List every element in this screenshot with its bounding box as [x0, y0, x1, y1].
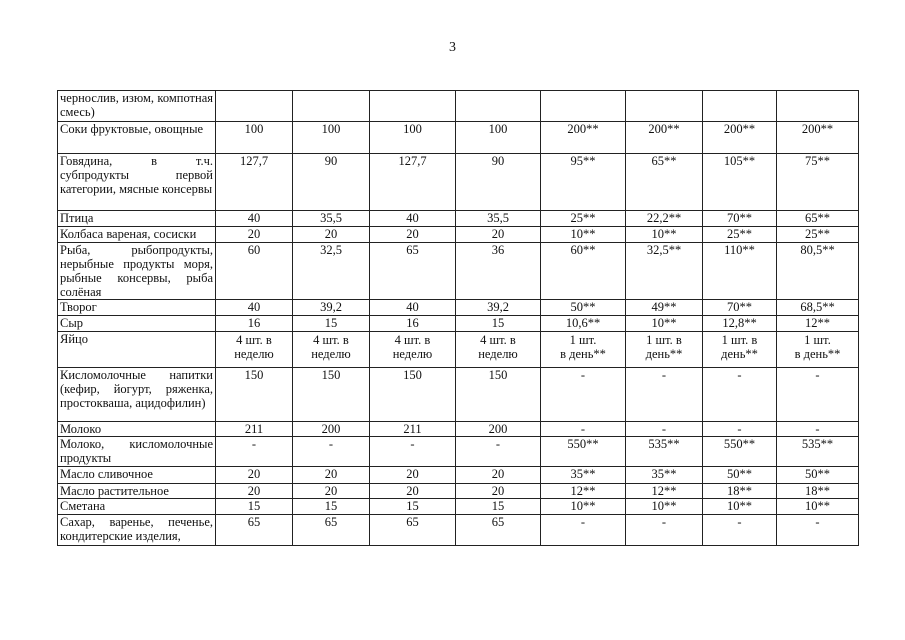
table-cell: 20	[370, 484, 456, 499]
table-cell: 200**	[626, 122, 703, 154]
row-label: Соки фруктовые, овощные	[58, 122, 216, 154]
table-cell: -	[541, 368, 626, 422]
table-cell: -	[456, 437, 541, 467]
table-cell: 90	[456, 154, 541, 211]
table-cell: 50**	[703, 467, 777, 484]
table-cell: 60	[216, 243, 293, 300]
row-label: Сметана	[58, 499, 216, 515]
table-cell: 75**	[777, 154, 859, 211]
table-cell: -	[293, 437, 370, 467]
table-cell: 211	[216, 422, 293, 437]
table-row	[58, 437, 859, 467]
row-label: Молоко, кисломолочные продукты	[58, 437, 216, 467]
table-row	[58, 227, 859, 243]
table-cell: 10**	[541, 227, 626, 243]
row-label: Масло сливочное	[58, 467, 216, 484]
table-cell	[370, 91, 456, 122]
table-cell: 32,5**	[626, 243, 703, 300]
table-cell: 20	[456, 484, 541, 499]
table-cell: 550**	[541, 437, 626, 467]
table-cell: 200	[456, 422, 541, 437]
table-cell: 15	[293, 499, 370, 515]
table-cell: 12**	[541, 484, 626, 499]
table-cell: -	[541, 422, 626, 437]
table-cell: -	[541, 515, 626, 546]
table-cell: 40	[370, 300, 456, 316]
table-row	[58, 484, 859, 499]
row-label: Рыба, рыбопродукты, нерыбные продукты моря, рыбные консервы, рыба солёная	[58, 243, 216, 300]
table-row	[58, 332, 859, 368]
table-cell: 65	[216, 515, 293, 546]
table-cell: 39,2	[293, 300, 370, 316]
table-cell: 12**	[777, 316, 859, 332]
table-cell: 127,7	[216, 154, 293, 211]
table-cell: 18**	[777, 484, 859, 499]
table-cell: 20	[456, 467, 541, 484]
table-cell: 200**	[777, 122, 859, 154]
table-cell: 15	[293, 316, 370, 332]
table-cell: 95**	[541, 154, 626, 211]
table-cell: -	[370, 437, 456, 467]
table-cell: -	[703, 515, 777, 546]
table-cell: 200**	[703, 122, 777, 154]
table-cell: 40	[370, 211, 456, 227]
table-cell: 1 шт. в день**	[541, 332, 626, 368]
table-cell: 40	[216, 300, 293, 316]
table-cell: 12**	[626, 484, 703, 499]
table-cell: 127,7	[370, 154, 456, 211]
table-cell: 12,8**	[703, 316, 777, 332]
table-cell: 15	[216, 499, 293, 515]
table-cell: 100	[216, 122, 293, 154]
table-cell	[216, 91, 293, 122]
table-cell: 10**	[626, 316, 703, 332]
table-row	[58, 300, 859, 316]
table-row	[58, 499, 859, 515]
row-label: Кисломолочные напитки (кефир, йогурт, ряженка, простокваша, ацидофилин)	[58, 368, 216, 422]
table-cell: 20	[370, 227, 456, 243]
table-cell: 150	[456, 368, 541, 422]
table-cell: 40	[216, 211, 293, 227]
table-cell: -	[703, 422, 777, 437]
table-cell: 39,2	[456, 300, 541, 316]
table-cell: 90	[293, 154, 370, 211]
row-label: Сыр	[58, 316, 216, 332]
row-label: Масло растительное	[58, 484, 216, 499]
table-cell: 25**	[703, 227, 777, 243]
table-cell: 18**	[703, 484, 777, 499]
table-cell: 100	[370, 122, 456, 154]
table-cell: -	[703, 368, 777, 422]
table-cell: 35,5	[456, 211, 541, 227]
table-cell: 65	[370, 243, 456, 300]
table-cell: 20	[293, 467, 370, 484]
table-cell: 535**	[777, 437, 859, 467]
table-cell: 65	[370, 515, 456, 546]
table-cell: 32,5	[293, 243, 370, 300]
table-cell: 10**	[541, 499, 626, 515]
table-cell: 22,2**	[626, 211, 703, 227]
table-cell: 150	[216, 368, 293, 422]
table-cell: 25**	[777, 227, 859, 243]
row-label: Творог	[58, 300, 216, 316]
row-label: чернослив, изюм, компотная смесь)	[58, 91, 216, 122]
table-cell: 35**	[626, 467, 703, 484]
table-cell: 105**	[703, 154, 777, 211]
table-cell: 10,6**	[541, 316, 626, 332]
table-cell: 100	[293, 122, 370, 154]
table-cell: 36	[456, 243, 541, 300]
table-cell: 20	[216, 227, 293, 243]
table-cell: 65**	[777, 211, 859, 227]
row-label: Сахар, варенье, печенье, кондитерские изделия,	[58, 515, 216, 546]
table-cell: 110**	[703, 243, 777, 300]
table-cell: 20	[293, 227, 370, 243]
table-cell: 4 шт. в неделю	[370, 332, 456, 368]
table-row	[58, 243, 859, 300]
table-cell: -	[626, 422, 703, 437]
table-cell: -	[777, 368, 859, 422]
table-cell: -	[626, 368, 703, 422]
table-cell: 35,5	[293, 211, 370, 227]
table-cell: 20	[370, 467, 456, 484]
page-number: 3	[449, 40, 456, 55]
row-label: Говядина, в т.ч. субпродукты первой категории, мясные консервы	[58, 154, 216, 211]
food-norms-table	[57, 90, 859, 546]
table-cell	[541, 91, 626, 122]
table-row	[58, 122, 859, 154]
table-cell: 535**	[626, 437, 703, 467]
table-row	[58, 316, 859, 332]
table-body	[58, 91, 859, 546]
table-cell	[777, 91, 859, 122]
table-cell: 10**	[626, 227, 703, 243]
row-label: Молоко	[58, 422, 216, 437]
table-cell: 10**	[626, 499, 703, 515]
row-label: Птица	[58, 211, 216, 227]
table-cell: 49**	[626, 300, 703, 316]
table-cell: -	[626, 515, 703, 546]
table-cell	[456, 91, 541, 122]
table-cell: 16	[370, 316, 456, 332]
table-cell: 60**	[541, 243, 626, 300]
table-cell: 15	[456, 316, 541, 332]
table-cell: 4 шт. в неделю	[216, 332, 293, 368]
table-row	[58, 211, 859, 227]
table-cell: 10**	[703, 499, 777, 515]
table-cell: -	[777, 515, 859, 546]
table-cell: 4 шт. в неделю	[456, 332, 541, 368]
table-cell: 1 шт. в день**	[703, 332, 777, 368]
table-cell: 150	[370, 368, 456, 422]
table-cell: 10**	[777, 499, 859, 515]
table-row	[58, 368, 859, 422]
table-cell: 35**	[541, 467, 626, 484]
table-cell	[293, 91, 370, 122]
table-cell: 4 шт. в неделю	[293, 332, 370, 368]
table-cell: 200**	[541, 122, 626, 154]
table-cell: 200	[293, 422, 370, 437]
table-cell: 70**	[703, 211, 777, 227]
table-row	[58, 515, 859, 546]
table-cell: 20	[456, 227, 541, 243]
table-cell: 25**	[541, 211, 626, 227]
table-cell: 20	[293, 484, 370, 499]
table-cell: 1 шт. в день**	[626, 332, 703, 368]
table-cell: 100	[456, 122, 541, 154]
table-row	[58, 467, 859, 484]
table-cell: 550**	[703, 437, 777, 467]
row-label: Яйцо	[58, 332, 216, 368]
table-cell: 20	[216, 484, 293, 499]
table-cell: 50**	[541, 300, 626, 316]
table-cell: 65**	[626, 154, 703, 211]
table-cell	[626, 91, 703, 122]
table-cell: 50**	[777, 467, 859, 484]
table-cell: 15	[370, 499, 456, 515]
table-cell: -	[777, 422, 859, 437]
row-label: Колбаса вареная, сосиски	[58, 227, 216, 243]
table-cell: 15	[456, 499, 541, 515]
table-cell: 211	[370, 422, 456, 437]
table-cell: 150	[293, 368, 370, 422]
table-row	[58, 91, 859, 122]
table-cell: 70**	[703, 300, 777, 316]
table-row	[58, 422, 859, 437]
table-cell: 80,5**	[777, 243, 859, 300]
table-cell: 16	[216, 316, 293, 332]
table-row	[58, 154, 859, 211]
table-cell: -	[216, 437, 293, 467]
table-cell: 20	[216, 467, 293, 484]
table-cell: 68,5**	[777, 300, 859, 316]
table-cell: 1 шт. в день**	[777, 332, 859, 368]
table-cell	[703, 91, 777, 122]
table-cell: 65	[456, 515, 541, 546]
table-cell: 65	[293, 515, 370, 546]
